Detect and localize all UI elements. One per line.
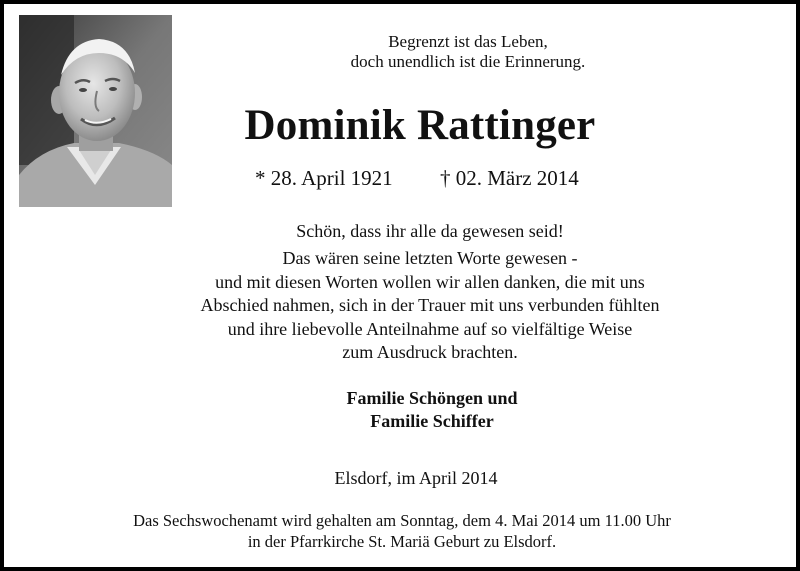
message-line: Das wären seine letzten Worte gewesen - (282, 248, 578, 269)
motto-line-1: Begrenzt ist das Leben, (388, 32, 548, 51)
death-date: † 02. März 2014 (440, 166, 579, 190)
place-and-date: Elsdorf, im April 2014 (334, 468, 498, 488)
service-line-2: in der Pfarrkirche St. Mariä Geburt zu Elsdorf. (247, 531, 557, 551)
family-line-1: Familie Schöngen und (346, 388, 518, 408)
thank-you-message (30, 220, 800, 364)
family-line-2: Familie Schiffer (370, 411, 494, 431)
deceased-name: Dominik Rattinger (244, 102, 596, 149)
birth-date: * 28. April 1921 (255, 166, 393, 190)
message-lead: Schön, dass ihr alle da gewesen seid! (296, 221, 564, 241)
family-signature (32, 387, 800, 433)
motto-line-2: doch unendlich ist die Erinnerung. (350, 52, 586, 71)
service-announcement (2, 511, 800, 552)
message-line: zum Ausdruck brachten. (342, 342, 518, 363)
message-line: Abschied nahmen, sich in der Trauer mit uns verbunden fühlten (200, 295, 660, 316)
message-line: und mit diesen Worten wollen wir allen danken, die mit uns (215, 271, 645, 292)
service-line-1: Das Sechswochenamt wird gehalten am Sonntag, dem 4. Mai 2014 um 11.00 Uhr (133, 511, 671, 530)
message-line: und ihre liebevolle Anteilnahme auf so vielfältige Weise (227, 318, 633, 339)
motto (68, 32, 800, 72)
